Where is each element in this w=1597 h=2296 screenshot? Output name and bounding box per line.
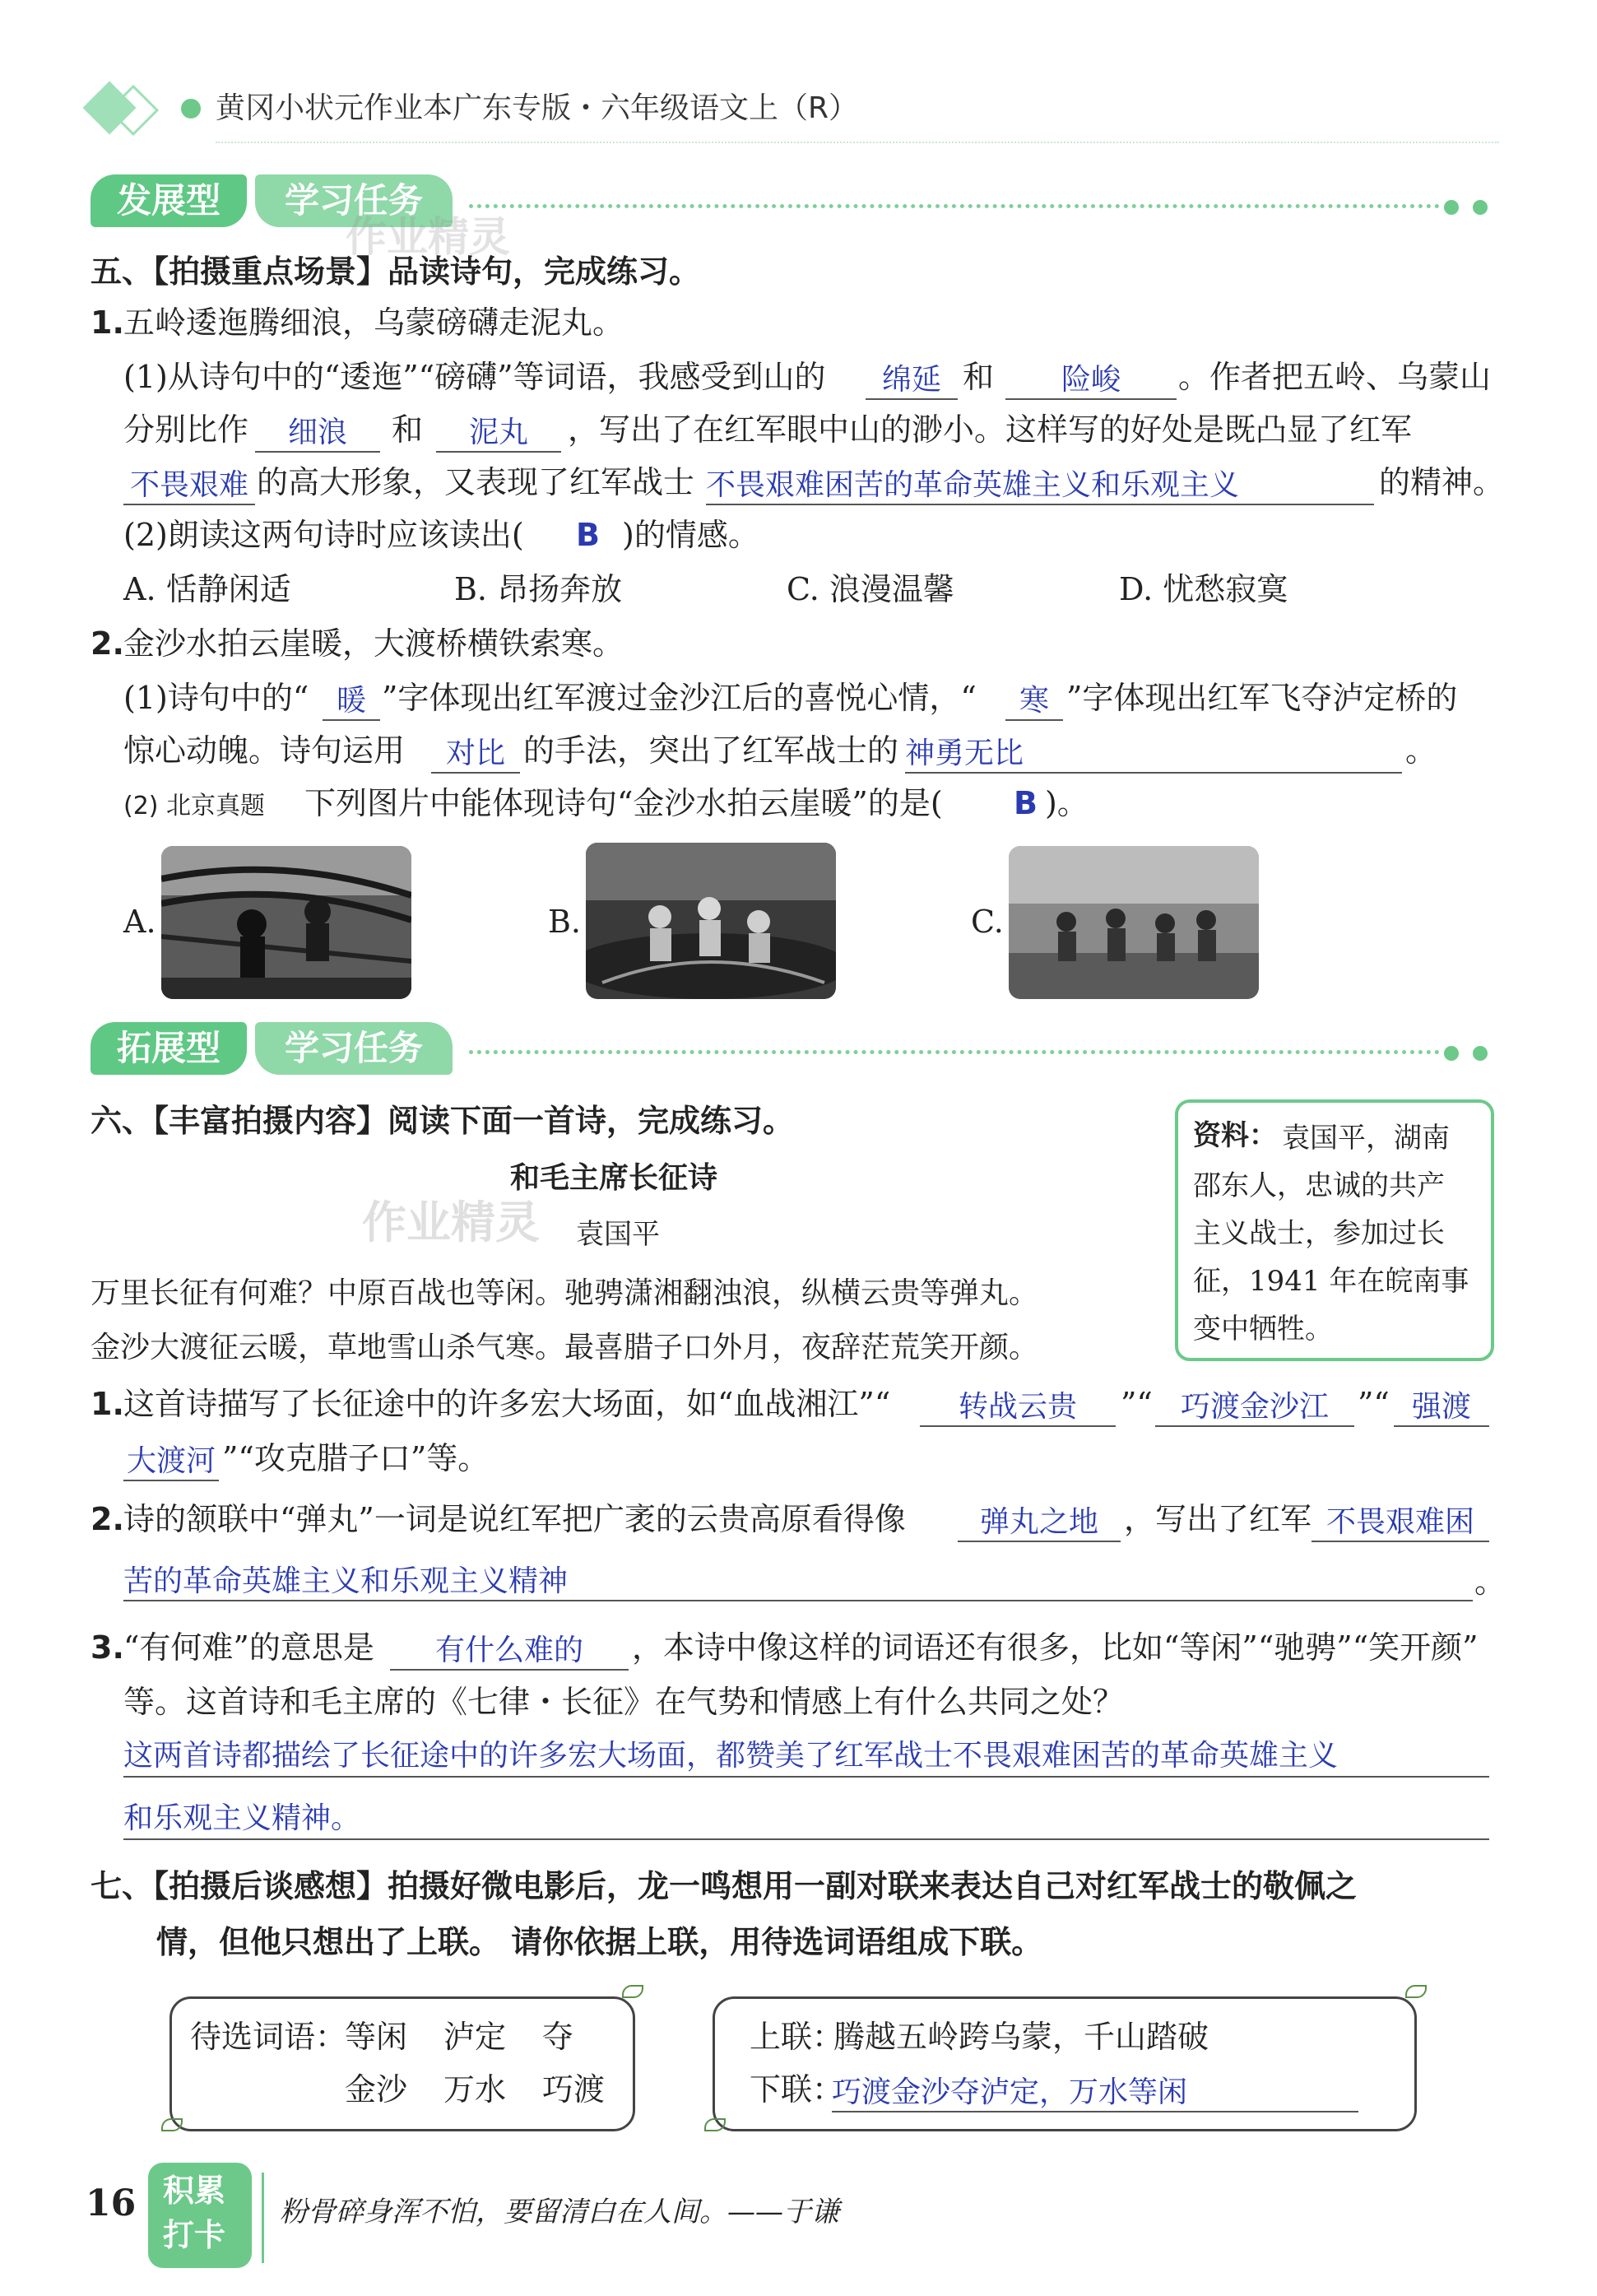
footer-divider	[262, 2173, 264, 2263]
candidate-word[interactable]: 夺	[542, 2019, 574, 2055]
banner-label-type: 发展型	[91, 174, 247, 227]
info-line: 征，1941 年在皖南事	[1193, 1265, 1469, 1298]
picture-b-illustration	[586, 843, 836, 999]
picture-b-label: B.	[548, 904, 582, 940]
q5-1-3-blank-2[interactable]	[706, 464, 1374, 505]
candidate-words-label: 待选词语：	[190, 2019, 347, 2055]
answer-text: 苦的革命英雄主义和乐观主义精神	[123, 1564, 569, 1598]
banner-label-task: 学习任务	[255, 174, 453, 227]
info-line: 袁国平，湖南	[1282, 1122, 1450, 1155]
q5-2-2-blank-1[interactable]	[431, 732, 520, 774]
q5-2-sub2-text-b: )。	[1045, 785, 1089, 821]
q5-1-sub2-text-a: (2)朗读这两句诗时应该读出(	[123, 517, 524, 553]
picture-c-label: C.	[971, 904, 1004, 940]
option-a[interactable]: A. 恬静闲适	[123, 571, 291, 607]
watermark: 作业精灵	[346, 213, 510, 261]
q6-heading: 六、【丰富拍摄内容】阅读下面一首诗，完成练习。	[91, 1103, 795, 1139]
q6-2-text-b: ，写出了红军	[1124, 1501, 1312, 1537]
banner-dots	[469, 1050, 1440, 1054]
q5-1-1-text-c: 。作者把五岭、乌蒙山	[1178, 359, 1492, 395]
q5-2-2-text-b: 的手法，突出了红军战士的	[523, 732, 899, 769]
lower-couplet-answer[interactable]	[832, 2071, 1358, 2112]
option-c[interactable]: C. 浪漫温馨	[787, 571, 954, 607]
q5-2-1-blank-2[interactable]	[1005, 680, 1063, 721]
q6-1-blank-3a[interactable]	[1394, 1386, 1489, 1427]
candidate-words-box	[169, 1996, 635, 2131]
q6-1-blank-2[interactable]	[1155, 1386, 1354, 1427]
poem-line-1: 万里长征有何难？中原百战也等闲。驰骋潇湘翻浊浪，纵横云贵等弹丸。	[91, 1276, 1039, 1310]
banner-dots	[469, 204, 1440, 208]
q5-2-2-text-a: 惊心动魄。诗句运用	[123, 732, 406, 769]
q6-1-text-c: ”“	[1358, 1386, 1390, 1422]
task-banner-expansion	[91, 1022, 453, 1075]
poem-title: 和毛主席长征诗	[510, 1161, 718, 1195]
q6-3-text-b: ，本诗中像这样的词语还有很多，比如“等闲”“驰骋”“笑开颜”	[632, 1629, 1479, 1666]
q6-3-text-a: “有何难”的意思是	[123, 1629, 374, 1666]
candidate-word[interactable]: 金沙	[345, 2071, 408, 2108]
answer-text: 神勇无比	[905, 737, 1024, 770]
banner-dot-end	[1444, 200, 1459, 215]
vine-leaf-icon	[161, 2118, 183, 2131]
answer-text: 巧渡金沙夺泸定，万水等闲	[832, 2075, 1188, 2109]
q6-2-blank-1[interactable]	[958, 1501, 1121, 1542]
q6-2-blank-2a[interactable]	[1311, 1501, 1489, 1542]
q5-1-1-blank-2[interactable]	[1005, 359, 1177, 400]
q6-1-text-d: ”“攻克腊子口”等。	[222, 1440, 490, 1476]
vine-leaf-icon	[704, 2118, 726, 2131]
q5-2-2-blank-2[interactable]	[905, 732, 1402, 774]
q6-2-number: 2.	[91, 1501, 124, 1537]
candidate-word[interactable]: 等闲	[345, 2019, 408, 2055]
q6-1-blank-1[interactable]	[920, 1386, 1116, 1427]
answer-text: 暖	[336, 684, 366, 718]
picture-a-label: A.	[123, 904, 156, 940]
candidate-word[interactable]: 万水	[443, 2071, 507, 2108]
picture-a-bridge-battle[interactable]	[161, 846, 411, 999]
answer-text: 寒	[1019, 684, 1049, 718]
answer-text: 大渡河	[126, 1444, 216, 1478]
answer-text: 不畏艰难困	[1325, 1505, 1474, 1539]
upper-couplet: 腾越五岭跨乌蒙，千山踏破	[833, 2019, 1209, 2055]
q5-2-1-text-c: ”字体现出红军飞夺泸定桥的	[1066, 680, 1458, 716]
q5-2-sub2-answer[interactable]: B	[1014, 785, 1038, 821]
info-line: 主义战士，参加过长	[1193, 1217, 1445, 1250]
q5-1-poem: 五岭逶迤腾细浪，乌蒙磅礴走泥丸。	[123, 304, 624, 341]
watermark: 作业精灵	[362, 1197, 540, 1248]
answer-text: 不畏艰难	[129, 468, 248, 502]
q6-1-text-a: 这首诗描写了长征途中的许多宏大场面，如“血战湘江”“	[123, 1386, 891, 1422]
q5-1-2-text-c: ，写出了在红军眼中山的渺小。这样写的好处是既凸显了红军	[568, 411, 1413, 448]
q5-1-1-text-b: 和	[963, 359, 995, 395]
answer-text: 绵延	[881, 363, 941, 397]
q5-2-number: 2.	[91, 625, 124, 662]
banner-dot-end	[1473, 1046, 1488, 1061]
q6-1-number: 1.	[91, 1386, 124, 1422]
lower-couplet-label: 下联：	[750, 2071, 844, 2108]
q5-1-2-text-b: 和	[392, 411, 424, 448]
info-label: 资料：	[1193, 1119, 1277, 1152]
poem-line-2: 金沙大渡征云暖，草地雪山杀气寒。最喜腊子口外月，夜辞茫荒笑开颜。	[91, 1331, 1039, 1364]
answer-text: 有什么难的	[434, 1634, 583, 1667]
q7-heading-line-1: 七、【拍摄后谈感想】拍摄好微电影后，龙一鸣想用一副对联来表达自己对红军战士的敬佩之	[91, 1868, 1358, 1904]
banner-dot-end	[1473, 200, 1488, 215]
candidate-word[interactable]: 泸定	[443, 2019, 507, 2055]
answer-text: 险峻	[1061, 363, 1121, 397]
q6-1-text-b: ”“	[1121, 1386, 1153, 1422]
header-title: 黄冈小状元作业本广东专版・六年级语文上（R）	[216, 91, 859, 125]
picture-a-illustration	[161, 846, 411, 999]
info-line: 变中牺牲。	[1193, 1313, 1333, 1346]
couplet-box	[713, 1996, 1417, 2131]
candidate-word[interactable]: 巧渡	[542, 2071, 606, 2108]
accumulate-badge	[148, 2163, 252, 2268]
option-b[interactable]: B. 昂扬奔放	[454, 571, 623, 607]
banner-label-task: 学习任务	[255, 1022, 453, 1075]
q5-2-poem: 金沙水拍云崖暖，大渡桥横铁索寒。	[123, 625, 624, 662]
q5-1-1-blank-1[interactable]	[866, 359, 958, 400]
q5-2-2-text-c: 。	[1405, 732, 1437, 769]
answer-text: 转战云贵	[958, 1390, 1077, 1424]
banner-dot-end	[1444, 1046, 1459, 1061]
q5-2-sub2-tag: (2) 北京真题	[123, 792, 266, 820]
q5-2-1-text-a: (1)诗句中的“	[123, 680, 309, 716]
q5-1-sub2-text-b: )的情感。	[622, 517, 759, 553]
vine-leaf-icon	[1405, 1985, 1427, 1998]
answer-text: 这两首诗都描绘了长征途中的许多宏大场面，都赞美了红军战士不畏艰难困苦的革命英雄主义	[123, 1739, 1339, 1773]
answer-text: 和乐观主义精神。	[123, 1801, 361, 1835]
q5-1-3-text-a: 的高大形象，又表现了红军战士	[257, 464, 695, 500]
page-number: 16	[86, 2182, 137, 2224]
footer-quote: 粉骨碎身浑不怕，要留清白在人间。——于谦	[280, 2196, 839, 2229]
answer-text: 弹丸之地	[979, 1505, 1098, 1539]
q6-3-answer-line-2[interactable]	[123, 1797, 1489, 1840]
q5-1-3-text-b: 的精神。	[1379, 464, 1505, 500]
banner-label-type: 拓展型	[91, 1022, 247, 1075]
info-line: 邵东人，忠诚的共产	[1193, 1169, 1445, 1202]
q6-3-blank-1[interactable]	[390, 1629, 629, 1671]
picture-c-grassland-march[interactable]	[1009, 846, 1259, 999]
answer-text: 对比	[445, 737, 505, 770]
q6-2-text-a: 诗的颔联中“弹丸”一词是说红军把广袤的云贵高原看得像	[123, 1501, 906, 1537]
q5-2-sub2-text-a: 下列图片中能体现诗句“金沙水拍云崖暖”的是(	[304, 785, 943, 821]
poem-author: 袁国平	[576, 1218, 660, 1251]
answer-text: 不畏艰难困苦的革命英雄主义和乐观主义	[706, 468, 1240, 502]
answer-text: 泥丸	[468, 416, 528, 449]
q5-1-number: 1.	[91, 304, 124, 341]
q6-3-text-c: 等。这首诗和毛主席的《七律・长征》在气势和情感上有什么共同之处？	[123, 1684, 1125, 1720]
q5-1-2-text-a: 分别比作	[123, 411, 249, 448]
q6-3-answer-line-1[interactable]	[123, 1735, 1489, 1778]
q5-1-2-blank-1[interactable]	[255, 411, 380, 453]
picture-c-illustration	[1009, 846, 1259, 999]
badge-line-2: 打卡	[163, 2217, 226, 2253]
option-d[interactable]: D. 忧愁寂寞	[1119, 571, 1288, 607]
vine-leaf-icon	[622, 1985, 643, 1998]
q5-2-1-text-b: ”字体现出红军渡过金沙江后的喜悦心情，“	[382, 680, 977, 716]
q5-1-3-blank-1[interactable]	[123, 464, 255, 505]
header-bullet-icon	[181, 99, 201, 119]
upper-couplet-label: 上联：	[750, 2019, 844, 2055]
badge-line-1: 积累	[163, 2173, 226, 2209]
header-divider	[216, 142, 1499, 143]
answer-text: 巧渡金沙江	[1180, 1390, 1329, 1424]
picture-b-river-crossing[interactable]	[586, 843, 836, 999]
q5-1-1-text-a: (1)从诗句中的“逶迤”“磅礴”等词语，我感受到山的	[123, 359, 826, 395]
q5-2-1-blank-1[interactable]	[323, 680, 380, 721]
q5-1-2-blank-2[interactable]	[436, 411, 561, 453]
q6-2-text-end: 。	[1474, 1564, 1506, 1600]
info-box	[1175, 1099, 1494, 1361]
q6-1-blank-3b[interactable]	[123, 1440, 219, 1481]
q5-1-sub2-answer[interactable]: B	[576, 517, 600, 553]
answer-text: 细浪	[287, 416, 347, 449]
q7-heading-line-2: 情，但他只想出了上联。 请你依据上联，用待选词语组成下联。	[156, 1924, 1043, 1960]
q5-heading: 五、【拍摄重点场景】品读诗句，完成练习。	[91, 253, 701, 290]
q6-2-blank-2b[interactable]	[123, 1560, 1473, 1601]
q6-3-number: 3.	[91, 1629, 124, 1666]
answer-text: 强渡	[1411, 1390, 1471, 1424]
